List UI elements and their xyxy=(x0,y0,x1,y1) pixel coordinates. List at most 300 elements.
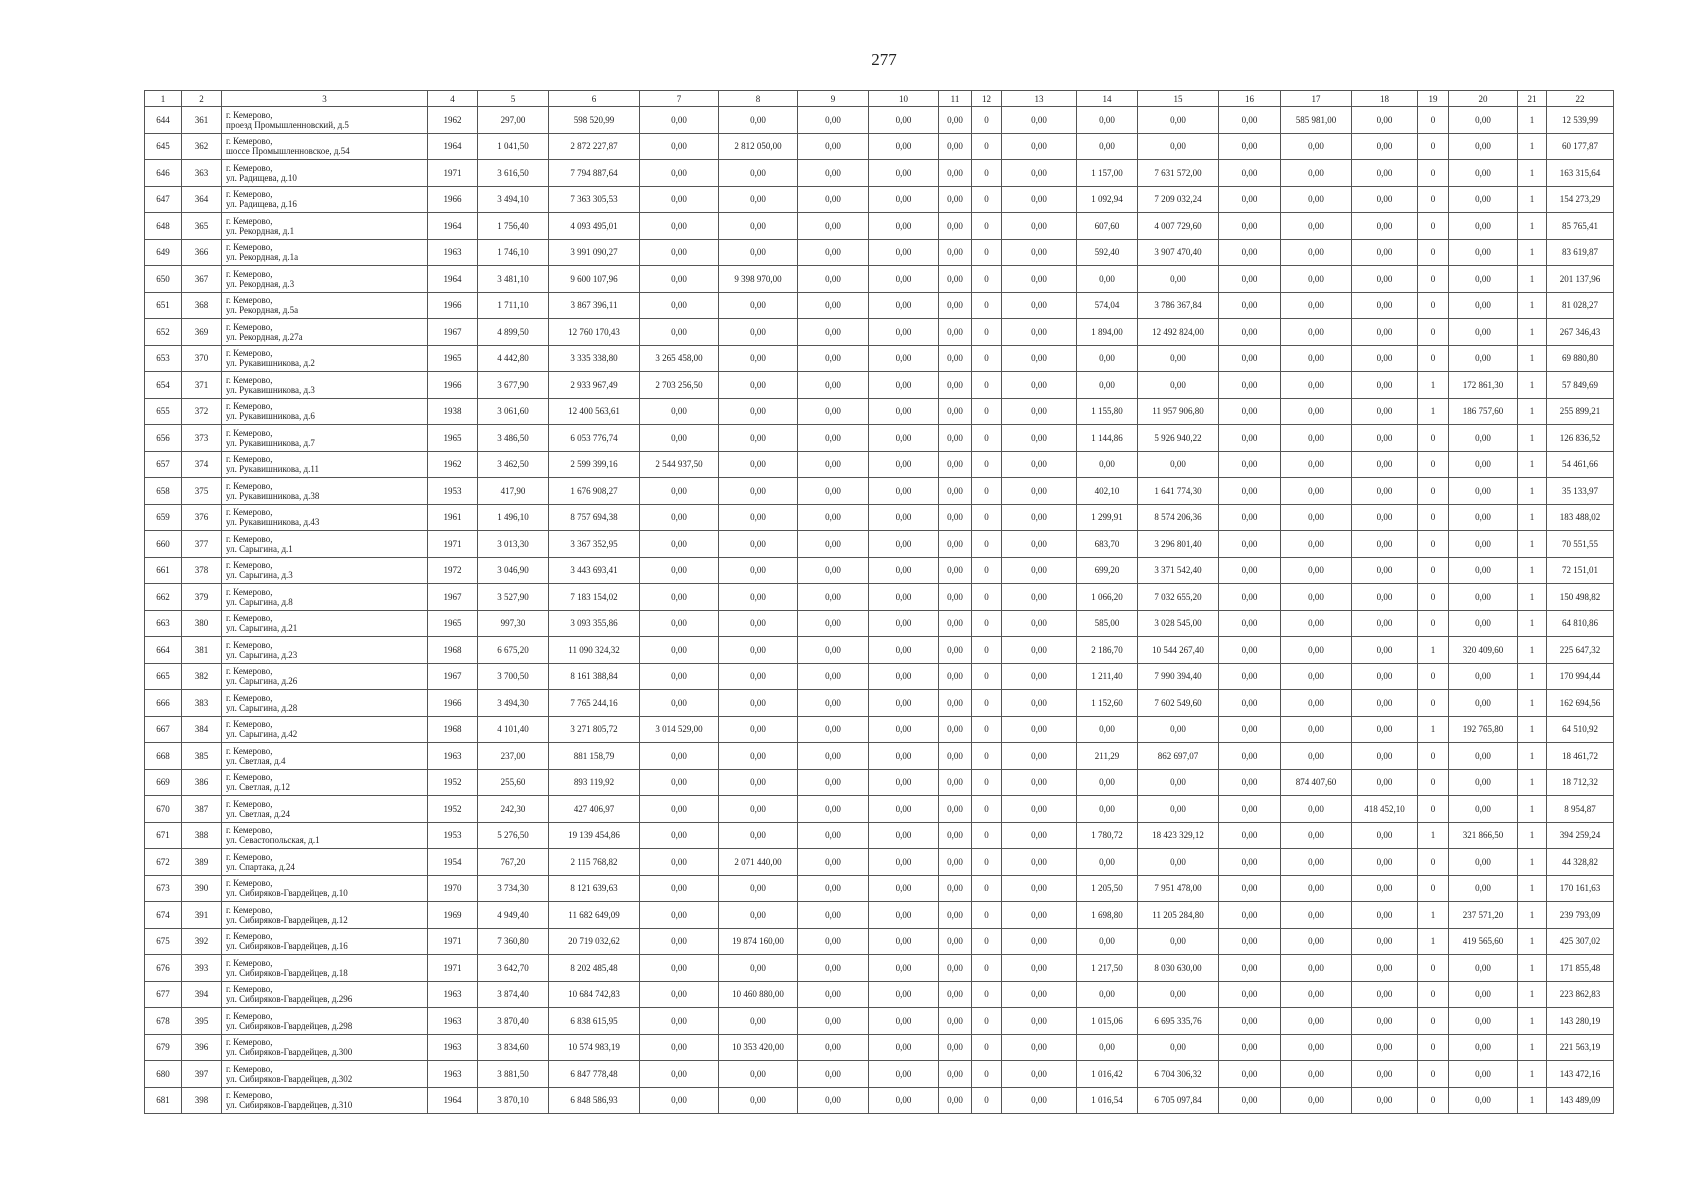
table-cell: 18 712,32 xyxy=(1547,769,1614,796)
address-city: г. Кемерово, xyxy=(226,109,273,120)
table-cell: 0,00 xyxy=(869,1087,939,1114)
table-cell: 0 xyxy=(972,690,1002,717)
table-cell: 3 462,50 xyxy=(478,451,549,478)
table-cell: 1962 xyxy=(428,107,478,134)
address-street: ул. Сибиряков-Гвардейцев, д.298 xyxy=(226,1020,353,1031)
table-cell: 1 xyxy=(1518,1087,1547,1114)
table-cell: 11 090 324,32 xyxy=(549,637,640,664)
table-cell: 0,00 xyxy=(1352,716,1418,743)
table-cell: 592,40 xyxy=(1077,239,1138,266)
table-cell: 1963 xyxy=(428,1008,478,1035)
table-cell: 0,00 xyxy=(719,1087,798,1114)
table-row xyxy=(145,504,1614,531)
table-cell: 0,00 xyxy=(1138,769,1219,796)
address-street: ул. Спартака, д.24 xyxy=(226,861,295,872)
address-cell xyxy=(222,875,428,902)
table-cell: 385 xyxy=(182,743,222,770)
table-cell: 0,00 xyxy=(1449,451,1518,478)
table-cell: 3 874,40 xyxy=(478,981,549,1008)
table-cell: 0,00 xyxy=(1219,769,1281,796)
table-cell: 0,00 xyxy=(719,875,798,902)
table-cell: 0,00 xyxy=(1281,849,1352,876)
address-city: г. Кемерово, xyxy=(226,719,273,730)
table-cell: 0,00 xyxy=(939,822,972,849)
table-cell: 0 xyxy=(1418,1008,1449,1035)
table-cell: 12 400 563,61 xyxy=(549,398,640,425)
table-cell: 0,00 xyxy=(640,1034,719,1061)
table-cell: 0,00 xyxy=(1352,1034,1418,1061)
address-city: г. Кемерово, xyxy=(226,639,273,650)
table-cell: 6 705 097,84 xyxy=(1138,1087,1219,1114)
table-cell: 0,00 xyxy=(1002,292,1077,319)
table-cell: 585 981,00 xyxy=(1281,107,1352,134)
table-cell: 0,00 xyxy=(869,425,939,452)
table-cell: 0,00 xyxy=(798,849,869,876)
table-cell: 402,10 xyxy=(1077,478,1138,505)
table-cell: 0,00 xyxy=(719,531,798,558)
table-cell: 3 371 542,40 xyxy=(1138,557,1219,584)
table-cell: 574,04 xyxy=(1077,292,1138,319)
table-cell: 0,00 xyxy=(939,504,972,531)
table-cell: 0,00 xyxy=(939,345,972,372)
table-cell: 0,00 xyxy=(869,292,939,319)
table-cell: 0,00 xyxy=(1077,345,1138,372)
table-cell: 648 xyxy=(145,213,182,240)
table-cell: 0,00 xyxy=(1219,1061,1281,1088)
table-cell: 0 xyxy=(972,981,1002,1008)
table-cell: 0,00 xyxy=(869,133,939,160)
column-header: 18 xyxy=(1352,91,1418,107)
table-row xyxy=(145,266,1614,293)
table-cell: 1 756,40 xyxy=(478,213,549,240)
table-cell: 0,00 xyxy=(939,133,972,160)
table-cell: 183 488,02 xyxy=(1547,504,1614,531)
table-cell: 0,00 xyxy=(1002,849,1077,876)
address-street: ул. Сарыгина, д.42 xyxy=(226,729,298,740)
table-cell: 0,00 xyxy=(1281,160,1352,187)
table-cell: 392 xyxy=(182,928,222,955)
table-cell: 154 273,29 xyxy=(1547,186,1614,213)
table-cell: 7 363 305,53 xyxy=(549,186,640,213)
table-cell: 0,00 xyxy=(1281,557,1352,584)
table-cell: 0,00 xyxy=(798,557,869,584)
table-cell: 0,00 xyxy=(1449,425,1518,452)
table-row xyxy=(145,769,1614,796)
table-cell: 0,00 xyxy=(640,928,719,955)
table-cell: 0 xyxy=(1418,107,1449,134)
address-cell xyxy=(222,981,428,1008)
table-cell: 0,00 xyxy=(1449,239,1518,266)
table-cell: 4 949,40 xyxy=(478,902,549,929)
address-city: г. Кемерово, xyxy=(226,454,273,465)
table-cell: 0,00 xyxy=(939,213,972,240)
table-cell: 0,00 xyxy=(1219,796,1281,823)
address-cell xyxy=(222,769,428,796)
address-street: ул. Светлая, д.4 xyxy=(226,755,286,766)
table-cell: 60 177,87 xyxy=(1547,133,1614,160)
table-cell: 0,00 xyxy=(1281,398,1352,425)
table-cell: 0,00 xyxy=(1449,663,1518,690)
table-cell: 0,00 xyxy=(1002,875,1077,902)
table-cell: 0,00 xyxy=(869,849,939,876)
table-cell: 0,00 xyxy=(869,451,939,478)
table-cell: 0,00 xyxy=(1281,345,1352,372)
table-cell: 126 836,52 xyxy=(1547,425,1614,452)
table-cell: 44 328,82 xyxy=(1547,849,1614,876)
table-cell: 1967 xyxy=(428,663,478,690)
address-cell xyxy=(222,478,428,505)
table-cell: 0,00 xyxy=(1352,319,1418,346)
table-cell: 64 510,92 xyxy=(1547,716,1614,743)
table-cell: 0,00 xyxy=(1281,239,1352,266)
table-cell: 3 093 355,86 xyxy=(549,610,640,637)
table-cell: 0,00 xyxy=(939,398,972,425)
table-cell: 12 760 170,43 xyxy=(549,319,640,346)
table-cell: 0 xyxy=(1418,425,1449,452)
table-cell: 0 xyxy=(1418,584,1449,611)
table-cell: 1963 xyxy=(428,1034,478,1061)
table-cell: 0,00 xyxy=(1002,504,1077,531)
table-cell: 0,00 xyxy=(1352,398,1418,425)
column-header: 14 xyxy=(1077,91,1138,107)
table-cell: 1 xyxy=(1518,372,1547,399)
table-cell: 1964 xyxy=(428,133,478,160)
table-cell: 0,00 xyxy=(1449,1087,1518,1114)
table-cell: 0,00 xyxy=(1002,637,1077,664)
table-cell: 1 xyxy=(1518,690,1547,717)
address-cell xyxy=(222,743,428,770)
table-cell: 0,00 xyxy=(719,372,798,399)
table-cell: 0,00 xyxy=(939,531,972,558)
table-cell: 0,00 xyxy=(1352,1008,1418,1035)
table-cell: 683,70 xyxy=(1077,531,1138,558)
table-cell: 0,00 xyxy=(798,478,869,505)
address-cell xyxy=(222,372,428,399)
table-cell: 3 486,50 xyxy=(478,425,549,452)
table-cell: 1 xyxy=(1518,451,1547,478)
table-cell: 1 xyxy=(1518,584,1547,611)
table-cell: 0 xyxy=(1418,981,1449,1008)
table-cell: 1 xyxy=(1418,637,1449,664)
table-cell: 186 757,60 xyxy=(1449,398,1518,425)
table-cell: 0 xyxy=(972,425,1002,452)
table-row xyxy=(145,743,1614,770)
table-cell: 1 xyxy=(1518,769,1547,796)
table-cell: 0,00 xyxy=(939,690,972,717)
table-row xyxy=(145,319,1614,346)
table-cell: 3 870,40 xyxy=(478,1008,549,1035)
table-cell: 0,00 xyxy=(1219,875,1281,902)
table-cell: 0,00 xyxy=(640,822,719,849)
table-cell: 0,00 xyxy=(1449,1008,1518,1035)
table-cell: 1 xyxy=(1518,743,1547,770)
table-cell: 3 734,30 xyxy=(478,875,549,902)
table-cell: 365 xyxy=(182,213,222,240)
table-cell: 0,00 xyxy=(719,637,798,664)
table-cell: 1 xyxy=(1418,372,1449,399)
table-cell: 0,00 xyxy=(1077,266,1138,293)
table-cell: 1 xyxy=(1518,981,1547,1008)
table-cell: 0,00 xyxy=(1352,557,1418,584)
table-cell: 0,00 xyxy=(640,239,719,266)
table-cell: 598 520,99 xyxy=(549,107,640,134)
table-cell: 0,00 xyxy=(1352,133,1418,160)
table-cell: 0 xyxy=(972,531,1002,558)
table-cell: 674 xyxy=(145,902,182,929)
table-cell: 417,90 xyxy=(478,478,549,505)
table-cell: 1 641 774,30 xyxy=(1138,478,1219,505)
table-cell: 0,00 xyxy=(719,902,798,929)
table-cell: 0,00 xyxy=(798,292,869,319)
table-cell: 0,00 xyxy=(798,372,869,399)
table-cell: 1 xyxy=(1518,1061,1547,1088)
table-cell: 1 xyxy=(1418,716,1449,743)
table-cell: 1 xyxy=(1518,292,1547,319)
table-cell: 10 460 880,00 xyxy=(719,981,798,1008)
table-cell: 162 694,56 xyxy=(1547,690,1614,717)
table-cell: 1963 xyxy=(428,743,478,770)
table-cell: 3 367 352,95 xyxy=(549,531,640,558)
table-cell: 0,00 xyxy=(1281,213,1352,240)
table-cell: 81 028,27 xyxy=(1547,292,1614,319)
table-cell: 1 xyxy=(1518,663,1547,690)
table-cell: 0,00 xyxy=(1002,584,1077,611)
table-cell: 0,00 xyxy=(1281,451,1352,478)
table-cell: 1964 xyxy=(428,1087,478,1114)
table-cell: 419 565,60 xyxy=(1449,928,1518,955)
table-cell: 0,00 xyxy=(939,1061,972,1088)
table-cell: 192 765,80 xyxy=(1449,716,1518,743)
table-cell: 7 990 394,40 xyxy=(1138,663,1219,690)
address-street: ул. Рекордная, д.5а xyxy=(226,305,299,316)
table-cell: 0,00 xyxy=(1219,902,1281,929)
table-cell: 11 205 284,80 xyxy=(1138,902,1219,929)
table-cell: 0 xyxy=(1418,690,1449,717)
table-cell: 0,00 xyxy=(869,1034,939,1061)
table-cell: 7 360,80 xyxy=(478,928,549,955)
table-cell: 0,00 xyxy=(869,902,939,929)
table-cell: 659 xyxy=(145,504,182,531)
table-cell: 666 xyxy=(145,690,182,717)
address-city: г. Кемерово, xyxy=(226,427,273,438)
table-cell: 0 xyxy=(972,1008,1002,1035)
table-cell: 0,00 xyxy=(1352,213,1418,240)
table-cell: 0,00 xyxy=(640,478,719,505)
address-street: ул. Рукавишникова, д.3 xyxy=(226,384,315,395)
table-cell: 381 xyxy=(182,637,222,664)
table-cell: 668 xyxy=(145,743,182,770)
table-cell: 0,00 xyxy=(1281,266,1352,293)
table-cell: 0,00 xyxy=(869,663,939,690)
table-cell: 0,00 xyxy=(1002,743,1077,770)
table-cell: 0,00 xyxy=(869,822,939,849)
table-cell: 0,00 xyxy=(798,769,869,796)
table-cell: 0,00 xyxy=(1002,398,1077,425)
table-cell: 171 855,48 xyxy=(1547,955,1614,982)
table-cell: 0,00 xyxy=(1002,981,1077,1008)
table-cell: 0,00 xyxy=(869,504,939,531)
table-cell: 0,00 xyxy=(1002,186,1077,213)
address-city: г. Кемерово, xyxy=(226,957,273,968)
table-cell: 0,00 xyxy=(1219,716,1281,743)
table-cell: 1 711,10 xyxy=(478,292,549,319)
table-cell: 0 xyxy=(972,345,1002,372)
address-cell xyxy=(222,398,428,425)
table-cell: 0,00 xyxy=(1449,345,1518,372)
table-cell: 0,00 xyxy=(798,266,869,293)
table-cell: 1 xyxy=(1518,133,1547,160)
table-cell: 0,00 xyxy=(1219,504,1281,531)
table-row xyxy=(145,902,1614,929)
table-cell: 3 991 090,27 xyxy=(549,239,640,266)
table-cell: 0,00 xyxy=(869,186,939,213)
table-cell: 675 xyxy=(145,928,182,955)
table-cell: 0,00 xyxy=(798,160,869,187)
address-city: г. Кемерово, xyxy=(226,215,273,226)
table-cell: 0,00 xyxy=(1281,425,1352,452)
table-cell: 0,00 xyxy=(1352,981,1418,1008)
table-cell: 0,00 xyxy=(798,875,869,902)
table-row xyxy=(145,1008,1614,1035)
table-row xyxy=(145,186,1614,213)
table-cell: 0,00 xyxy=(1219,451,1281,478)
table-cell: 0,00 xyxy=(1219,690,1281,717)
table-cell: 0 xyxy=(972,239,1002,266)
table-cell: 0,00 xyxy=(1352,292,1418,319)
table-cell: 0,00 xyxy=(1219,584,1281,611)
table-cell: 1 xyxy=(1518,796,1547,823)
table-cell: 0 xyxy=(972,292,1002,319)
table-cell: 663 xyxy=(145,610,182,637)
table-cell: 223 862,83 xyxy=(1547,981,1614,1008)
table-cell: 0,00 xyxy=(719,425,798,452)
table-cell: 0,00 xyxy=(1449,133,1518,160)
table-cell: 3 907 470,40 xyxy=(1138,239,1219,266)
table-cell: 0,00 xyxy=(719,398,798,425)
table-cell: 211,29 xyxy=(1077,743,1138,770)
table-cell: 1 xyxy=(1518,319,1547,346)
table-cell: 1 xyxy=(1518,504,1547,531)
table-cell: 0,00 xyxy=(1219,292,1281,319)
table-cell: 0,00 xyxy=(1281,928,1352,955)
table-row xyxy=(145,796,1614,823)
table-cell: 0 xyxy=(972,557,1002,584)
table-cell: 679 xyxy=(145,1034,182,1061)
table-cell: 1972 xyxy=(428,557,478,584)
table-cell: 0,00 xyxy=(798,690,869,717)
address-cell xyxy=(222,822,428,849)
table-cell: 72 151,01 xyxy=(1547,557,1614,584)
table-cell: 0,00 xyxy=(719,186,798,213)
table-cell: 0,00 xyxy=(1219,637,1281,664)
table-row xyxy=(145,345,1614,372)
table-cell: 1 217,50 xyxy=(1077,955,1138,982)
table-cell: 1 xyxy=(1518,398,1547,425)
table-cell: 0,00 xyxy=(1281,1061,1352,1088)
table-cell: 376 xyxy=(182,504,222,531)
table-cell: 0,00 xyxy=(1281,1087,1352,1114)
table-cell: 3 271 805,72 xyxy=(549,716,640,743)
table-cell: 0,00 xyxy=(1219,981,1281,1008)
table-cell: 1 xyxy=(1518,160,1547,187)
table-cell: 0 xyxy=(972,1034,1002,1061)
table-row xyxy=(145,425,1614,452)
table-cell: 0,00 xyxy=(640,557,719,584)
column-header: 13 xyxy=(1002,91,1077,107)
table-cell: 0,00 xyxy=(1352,584,1418,611)
table-row xyxy=(145,372,1614,399)
table-cell: 1970 xyxy=(428,875,478,902)
table-cell: 0,00 xyxy=(1138,981,1219,1008)
table-cell: 0,00 xyxy=(1002,769,1077,796)
table-cell: 7 794 887,64 xyxy=(549,160,640,187)
table-cell: 0 xyxy=(972,769,1002,796)
table-cell: 0,00 xyxy=(939,902,972,929)
table-cell: 0,00 xyxy=(1077,107,1138,134)
table-row xyxy=(145,292,1614,319)
table-cell: 370 xyxy=(182,345,222,372)
table-row xyxy=(145,849,1614,876)
table-cell: 0,00 xyxy=(719,107,798,134)
table-cell: 0,00 xyxy=(1352,372,1418,399)
table-cell: 242,30 xyxy=(478,796,549,823)
address-cell xyxy=(222,266,428,293)
table-cell: 0,00 xyxy=(1002,928,1077,955)
table-cell: 0 xyxy=(972,663,1002,690)
table-cell: 0 xyxy=(1418,345,1449,372)
table-cell: 0,00 xyxy=(1138,716,1219,743)
address-city: г. Кемерово, xyxy=(226,401,273,412)
address-cell xyxy=(222,451,428,478)
table-cell: 0,00 xyxy=(939,981,972,1008)
table-cell: 1966 xyxy=(428,186,478,213)
address-city: г. Кемерово, xyxy=(226,745,273,756)
table-cell: 0 xyxy=(972,319,1002,346)
table-cell: 664 xyxy=(145,637,182,664)
table-cell: 0 xyxy=(1418,1061,1449,1088)
table-cell: 1961 xyxy=(428,504,478,531)
table-cell: 0 xyxy=(972,796,1002,823)
address-cell xyxy=(222,1087,428,1114)
table-cell: 0,00 xyxy=(640,981,719,1008)
address-street: ул. Сибиряков-Гвардейцев, д.300 xyxy=(226,1047,353,1058)
table-cell: 0,00 xyxy=(798,319,869,346)
table-cell: 366 xyxy=(182,239,222,266)
table-cell: 0,00 xyxy=(939,610,972,637)
column-number-row xyxy=(145,91,1614,107)
table-cell: 0,00 xyxy=(1449,743,1518,770)
address-street: ул. Рукавишникова, д.2 xyxy=(226,358,315,369)
address-city: г. Кемерово, xyxy=(226,1063,273,1074)
table-cell: 1963 xyxy=(428,1061,478,1088)
column-header: 5 xyxy=(478,91,549,107)
table-cell: 201 137,96 xyxy=(1547,266,1614,293)
table-cell: 1953 xyxy=(428,822,478,849)
table-row xyxy=(145,239,1614,266)
table-cell: 0,00 xyxy=(869,478,939,505)
column-header: 11 xyxy=(939,91,972,107)
table-cell: 0,00 xyxy=(1352,425,1418,452)
address-cell xyxy=(222,213,428,240)
table-cell: 0,00 xyxy=(1219,955,1281,982)
table-cell: 0,00 xyxy=(869,584,939,611)
column-header: 21 xyxy=(1518,91,1547,107)
table-cell: 0,00 xyxy=(1449,690,1518,717)
table-cell: 394 259,24 xyxy=(1547,822,1614,849)
address-city: г. Кемерово, xyxy=(226,480,273,491)
table-cell: 7 765 244,16 xyxy=(549,690,640,717)
table-cell: 18 423 329,12 xyxy=(1138,822,1219,849)
